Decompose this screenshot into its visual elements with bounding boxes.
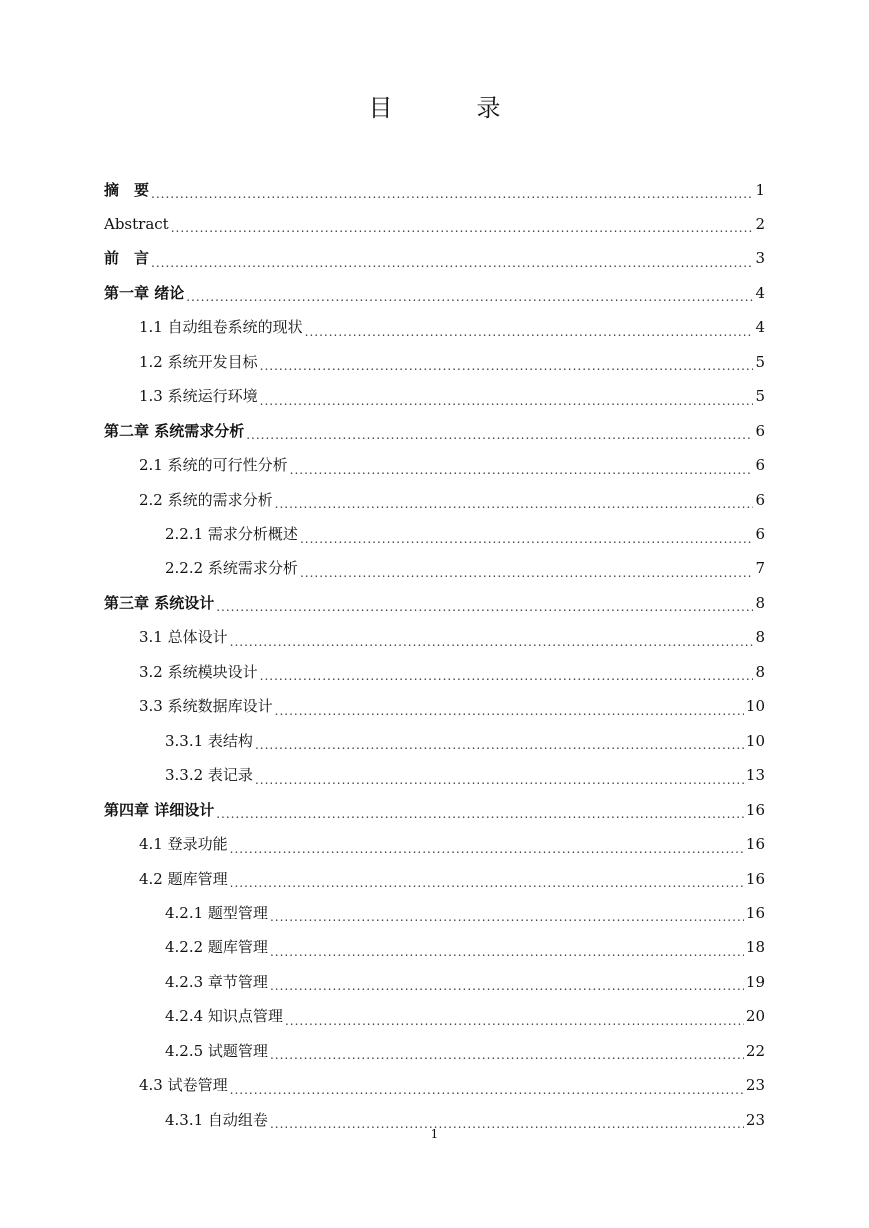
toc-entry-label: 2.1 系统的可行性分析 xyxy=(139,456,288,475)
toc-entry[interactable] xyxy=(104,276,765,310)
dot-leader xyxy=(300,567,754,579)
toc-entry-label: 前 言 xyxy=(104,249,150,268)
toc-entry[interactable] xyxy=(165,896,765,930)
toc-entry[interactable] xyxy=(139,345,765,379)
toc-entry[interactable] xyxy=(165,1000,765,1034)
toc-entry-label: 3.3.2 表记录 xyxy=(165,766,253,785)
dot-leader xyxy=(255,739,744,751)
dot-leader xyxy=(255,774,744,786)
toc-entry-label: 第一章 绪论 xyxy=(104,283,185,302)
toc-entry-label: 第四章 详细设计 xyxy=(104,800,215,819)
dot-leader xyxy=(186,291,753,303)
toc-entry-page: 6 xyxy=(755,421,765,440)
toc-entry-page: 16 xyxy=(745,869,765,888)
toc-entry-label: 摘 要 xyxy=(104,180,150,199)
page-number: 1 xyxy=(430,1127,439,1141)
toc-entry[interactable] xyxy=(104,586,765,620)
dot-leader xyxy=(260,360,754,372)
dot-leader xyxy=(230,843,744,855)
toc-entry-label: 4.2.3 章节管理 xyxy=(165,972,268,991)
toc-entry-page: 16 xyxy=(745,800,765,819)
dot-leader xyxy=(230,636,754,648)
toc-entry[interactable] xyxy=(165,759,765,793)
toc-entry[interactable] xyxy=(139,862,765,896)
toc-entry-label: 3.3 系统数据库设计 xyxy=(139,697,273,716)
dot-leader xyxy=(290,464,754,476)
toc-entry-page: 23 xyxy=(745,1110,765,1129)
toc-entry-page: 23 xyxy=(745,1076,765,1095)
dot-leader xyxy=(230,877,744,889)
toc-entry-label: 4.2.4 知识点管理 xyxy=(165,1007,283,1026)
toc-entry-page: 10 xyxy=(745,731,765,750)
toc-entry-page: 3 xyxy=(755,249,765,268)
toc-entry-label: 第二章 系统需求分析 xyxy=(104,421,245,440)
toc-entry[interactable] xyxy=(104,414,765,448)
toc-title: 目 录 xyxy=(368,94,531,122)
toc-entry-label: 4.2.1 题型管理 xyxy=(165,903,268,922)
toc-entry[interactable] xyxy=(139,449,765,483)
toc-entry[interactable] xyxy=(165,1034,765,1068)
toc-entry-page: 4 xyxy=(755,283,765,302)
toc-entry-page: 20 xyxy=(745,1007,765,1026)
toc-entry-page: 6 xyxy=(755,490,765,509)
dot-leader xyxy=(246,429,753,441)
dot-leader xyxy=(305,326,754,338)
toc-entry-label: 4.3 试卷管理 xyxy=(139,1076,228,1095)
toc-entry-label: 2.2.1 需求分析概述 xyxy=(165,525,298,543)
dot-leader xyxy=(151,188,753,200)
toc-entry[interactable] xyxy=(104,793,765,827)
toc-entry-label: 3.1 总体设计 xyxy=(139,628,228,647)
toc-entry-label: 4.3.1 自动组卷 xyxy=(165,1110,268,1129)
toc-entry-label: 4.2.2 题库管理 xyxy=(165,938,268,957)
toc-entry-label: Abstract xyxy=(104,214,169,233)
toc-entry[interactable] xyxy=(165,518,765,552)
dot-leader xyxy=(275,498,754,510)
toc-entry-label: 1.1 自动组卷系统的现状 xyxy=(139,318,303,337)
toc-entry[interactable] xyxy=(139,380,765,414)
dot-leader xyxy=(270,946,744,958)
toc-entry-page: 4 xyxy=(755,318,765,337)
toc-entry[interactable] xyxy=(165,931,765,965)
toc-entry-page: 2 xyxy=(755,214,765,233)
toc-entry-label: 2.2 系统的需求分析 xyxy=(139,490,273,509)
toc-entry[interactable] xyxy=(139,690,765,724)
toc-entry-page: 6 xyxy=(755,456,765,475)
dot-leader xyxy=(270,980,744,992)
toc-entry[interactable] xyxy=(139,1069,765,1103)
toc-entry-page: 8 xyxy=(755,662,765,681)
toc-entry-label: 3.3.1 表结构 xyxy=(165,731,253,750)
toc-entry-label: 2.2.2 系统需求分析 xyxy=(165,559,298,578)
toc-entry-page: 1 xyxy=(755,180,765,199)
dot-leader xyxy=(275,705,744,717)
dot-leader xyxy=(260,670,754,682)
toc-entry[interactable] xyxy=(139,483,765,517)
dot-leader xyxy=(270,911,744,923)
dot-leader xyxy=(230,1084,744,1096)
toc-entry-page: 7 xyxy=(755,559,765,578)
toc-entry[interactable] xyxy=(139,621,765,655)
toc-entry[interactable] xyxy=(139,311,765,345)
dot-leader xyxy=(285,1015,744,1027)
toc-entry-page: 6 xyxy=(755,525,765,543)
toc-entry-page: 5 xyxy=(755,387,765,406)
toc-entry-page: 10 xyxy=(745,697,765,716)
toc-entry-label: 4.1 登录功能 xyxy=(139,835,228,854)
toc-entry[interactable] xyxy=(104,173,765,207)
toc-entry-page: 16 xyxy=(745,835,765,854)
toc-entry[interactable] xyxy=(139,828,765,862)
toc-entry-page: 19 xyxy=(745,972,765,991)
toc-entry-label: 3.2 系统模块设计 xyxy=(139,662,258,681)
toc-entry-page: 18 xyxy=(745,938,765,957)
toc-entry[interactable] xyxy=(165,724,765,758)
toc-entry-page: 8 xyxy=(755,628,765,647)
dot-leader xyxy=(300,533,754,545)
toc-entry[interactable] xyxy=(165,965,765,999)
dot-leader xyxy=(270,1049,744,1061)
toc-entry[interactable] xyxy=(104,207,765,241)
dot-leader xyxy=(216,808,744,820)
dot-leader xyxy=(151,257,753,269)
toc-entry-label: 4.2 题库管理 xyxy=(139,869,228,888)
toc-entry-page: 5 xyxy=(755,352,765,371)
toc-entry[interactable] xyxy=(139,655,765,689)
dot-leader xyxy=(260,395,754,407)
toc-entry[interactable] xyxy=(165,552,765,586)
dot-leader xyxy=(171,222,754,234)
toc-entry-label: 4.2.5 试题管理 xyxy=(165,1041,268,1060)
dot-leader xyxy=(216,601,753,613)
toc-entry-page: 13 xyxy=(745,766,765,785)
toc-entry-page: 16 xyxy=(745,903,765,922)
toc-entry-label: 1.2 系统开发目标 xyxy=(139,352,258,371)
toc-entry-page: 22 xyxy=(745,1041,765,1060)
toc-entry[interactable] xyxy=(104,242,765,276)
toc-entry-label: 第三章 系统设计 xyxy=(104,593,215,612)
toc-entry-label: 1.3 系统运行环境 xyxy=(139,387,258,406)
toc-entry-page: 8 xyxy=(755,593,765,612)
